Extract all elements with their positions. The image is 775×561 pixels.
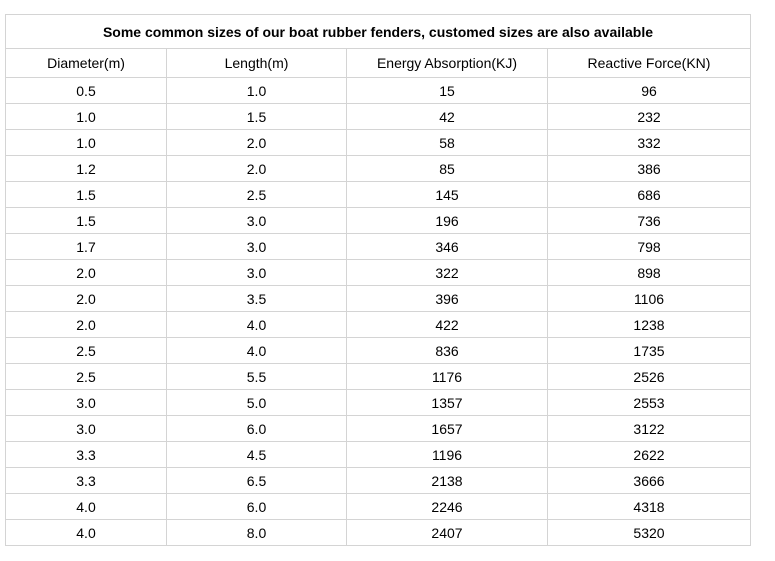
cell-diameter: 1.0 (6, 130, 167, 156)
header-diameter: Diameter(m) (6, 49, 167, 78)
table-row (6, 260, 751, 286)
table-row (6, 312, 751, 338)
table-row (6, 182, 751, 208)
cell-reactive-force: 898 (548, 260, 751, 286)
cell-energy-absorption: 15 (347, 78, 548, 104)
table-row (6, 338, 751, 364)
cell-energy-absorption: 145 (347, 182, 548, 208)
cell-length: 6.0 (167, 494, 347, 520)
cell-diameter: 2.0 (6, 260, 167, 286)
cell-diameter: 0.5 (6, 78, 167, 104)
cell-energy-absorption: 396 (347, 286, 548, 312)
cell-reactive-force: 1238 (548, 312, 751, 338)
table-title-row (6, 15, 751, 49)
cell-reactive-force: 5320 (548, 520, 751, 546)
header-energy-absorption: Energy Absorption(KJ) (347, 49, 548, 78)
cell-reactive-force: 2622 (548, 442, 751, 468)
cell-diameter: 3.0 (6, 390, 167, 416)
cell-energy-absorption: 58 (347, 130, 548, 156)
cell-length: 4.5 (167, 442, 347, 468)
cell-energy-absorption: 2138 (347, 468, 548, 494)
header-reactive-force: Reactive Force(KN) (548, 49, 751, 78)
fender-sizes-table (5, 14, 751, 546)
cell-reactive-force: 386 (548, 156, 751, 182)
cell-length: 3.0 (167, 208, 347, 234)
cell-diameter: 2.5 (6, 338, 167, 364)
cell-length: 1.0 (167, 78, 347, 104)
table-body (6, 78, 751, 546)
table-row (6, 364, 751, 390)
cell-reactive-force: 4318 (548, 494, 751, 520)
cell-length: 2.0 (167, 130, 347, 156)
table-row (6, 208, 751, 234)
cell-energy-absorption: 85 (347, 156, 548, 182)
cell-energy-absorption: 1196 (347, 442, 548, 468)
cell-diameter: 3.0 (6, 416, 167, 442)
cell-energy-absorption: 836 (347, 338, 548, 364)
cell-reactive-force: 686 (548, 182, 751, 208)
cell-length: 3.0 (167, 234, 347, 260)
table-row (6, 156, 751, 182)
header-length: Length(m) (167, 49, 347, 78)
cell-reactive-force: 2526 (548, 364, 751, 390)
cell-diameter: 2.0 (6, 286, 167, 312)
cell-length: 5.0 (167, 390, 347, 416)
cell-length: 5.5 (167, 364, 347, 390)
cell-reactive-force: 798 (548, 234, 751, 260)
cell-energy-absorption: 422 (347, 312, 548, 338)
cell-diameter: 1.0 (6, 104, 167, 130)
table-row (6, 442, 751, 468)
cell-diameter: 3.3 (6, 468, 167, 494)
table-row (6, 78, 751, 104)
cell-length: 2.0 (167, 156, 347, 182)
cell-reactive-force: 232 (548, 104, 751, 130)
table-row (6, 286, 751, 312)
cell-diameter: 3.3 (6, 442, 167, 468)
cell-reactive-force: 1106 (548, 286, 751, 312)
cell-energy-absorption: 346 (347, 234, 548, 260)
table-row (6, 494, 751, 520)
cell-diameter: 1.5 (6, 208, 167, 234)
cell-length: 1.5 (167, 104, 347, 130)
cell-diameter: 1.2 (6, 156, 167, 182)
table-row (6, 130, 751, 156)
cell-diameter: 2.5 (6, 364, 167, 390)
cell-energy-absorption: 2246 (347, 494, 548, 520)
table-title: Some common sizes of our boat rubber fenders, customed sizes are also available (6, 15, 751, 49)
cell-energy-absorption: 2407 (347, 520, 548, 546)
cell-length: 4.0 (167, 338, 347, 364)
cell-length: 6.0 (167, 416, 347, 442)
cell-energy-absorption: 1176 (347, 364, 548, 390)
cell-diameter: 1.5 (6, 182, 167, 208)
table-row (6, 416, 751, 442)
cell-reactive-force: 1735 (548, 338, 751, 364)
cell-energy-absorption: 196 (347, 208, 548, 234)
cell-reactive-force: 96 (548, 78, 751, 104)
cell-diameter: 4.0 (6, 494, 167, 520)
table-row (6, 390, 751, 416)
table-row (6, 520, 751, 546)
cell-reactive-force: 736 (548, 208, 751, 234)
cell-energy-absorption: 1657 (347, 416, 548, 442)
cell-reactive-force: 2553 (548, 390, 751, 416)
table-row (6, 104, 751, 130)
cell-length: 8.0 (167, 520, 347, 546)
table-row (6, 468, 751, 494)
cell-length: 6.5 (167, 468, 347, 494)
cell-length: 3.5 (167, 286, 347, 312)
cell-length: 3.0 (167, 260, 347, 286)
cell-diameter: 4.0 (6, 520, 167, 546)
cell-energy-absorption: 1357 (347, 390, 548, 416)
cell-reactive-force: 3666 (548, 468, 751, 494)
cell-energy-absorption: 322 (347, 260, 548, 286)
cell-energy-absorption: 42 (347, 104, 548, 130)
cell-reactive-force: 332 (548, 130, 751, 156)
cell-reactive-force: 3122 (548, 416, 751, 442)
cell-length: 2.5 (167, 182, 347, 208)
table-row (6, 234, 751, 260)
table-header-row (6, 49, 751, 78)
cell-diameter: 1.7 (6, 234, 167, 260)
cell-diameter: 2.0 (6, 312, 167, 338)
cell-length: 4.0 (167, 312, 347, 338)
